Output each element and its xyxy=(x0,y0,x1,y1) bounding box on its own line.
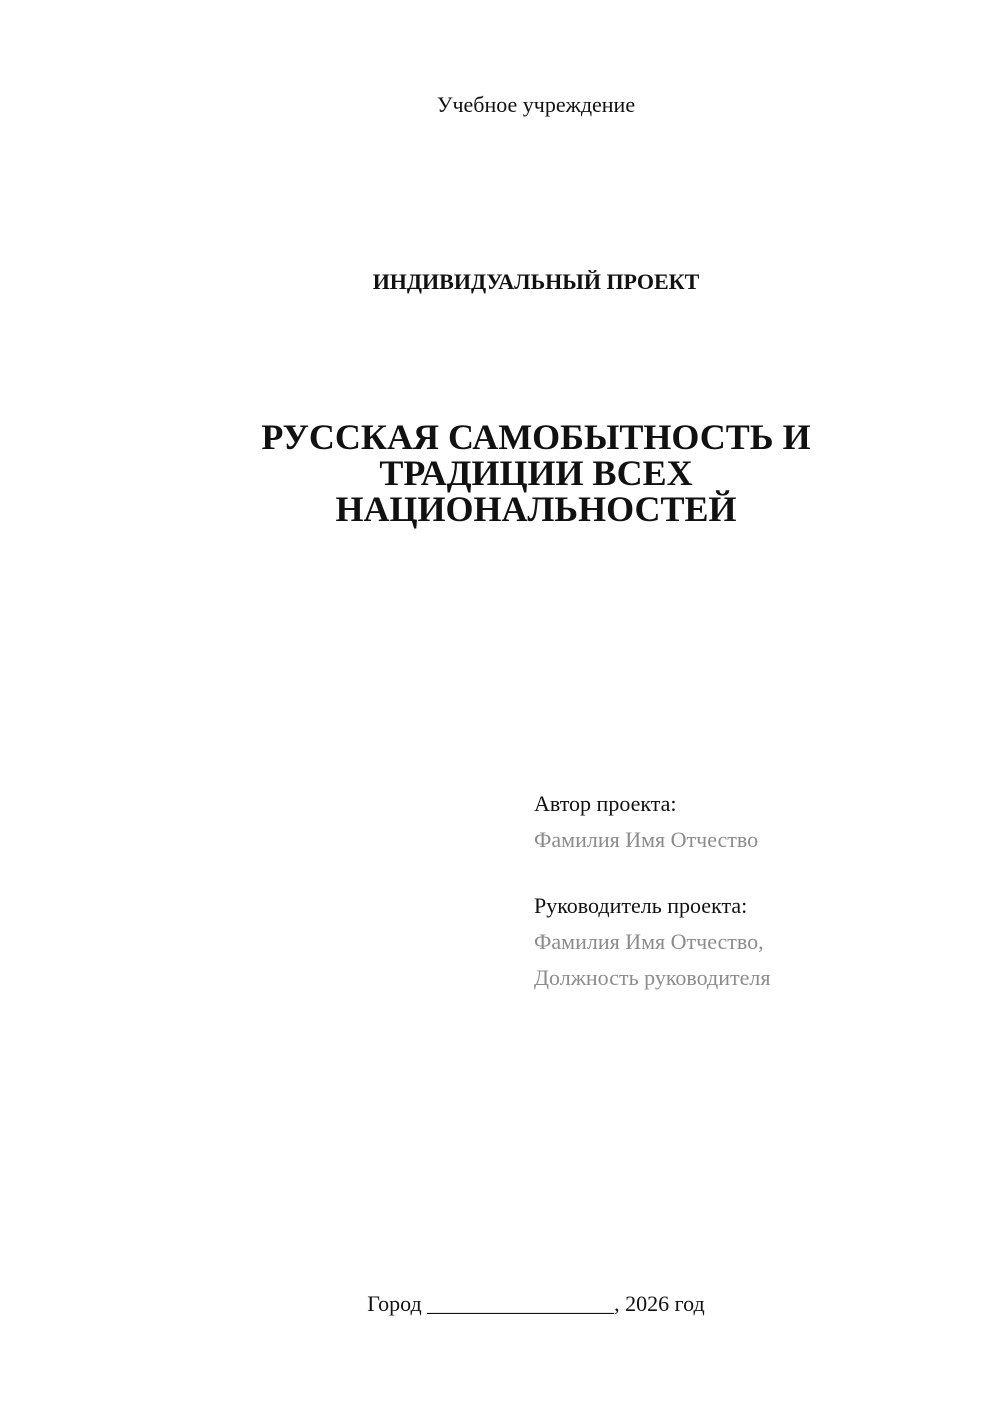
project-title xyxy=(0,419,1000,527)
project-title-line-3: НАЦИОНАЛЬНОСТЕЙ xyxy=(335,489,737,529)
author-label: Автор проекта: xyxy=(534,791,677,816)
author-name: Фамилия Имя Отчество xyxy=(534,827,759,852)
project-title-line-2: ТРАДИЦИИ ВСЕХ xyxy=(379,453,693,493)
supervisor-label: Руководитель проекта: xyxy=(534,893,748,918)
project-type-heading: ИНДИВИДУАЛЬНЫЙ ПРОЕКТ xyxy=(372,269,700,294)
supervisor-name: Фамилия Имя Отчество, xyxy=(534,929,764,954)
city-year-line: Город _________________, 2026 год xyxy=(367,1291,705,1316)
credits-spacer xyxy=(534,858,974,888)
supervisor-position: Должность руководителя xyxy=(534,965,771,990)
credits-block xyxy=(534,786,974,996)
project-title-line-1: РУССКАЯ САМОБЫТНОСТЬ И xyxy=(261,417,811,457)
institution-name: Учебное учреждение xyxy=(436,92,636,117)
